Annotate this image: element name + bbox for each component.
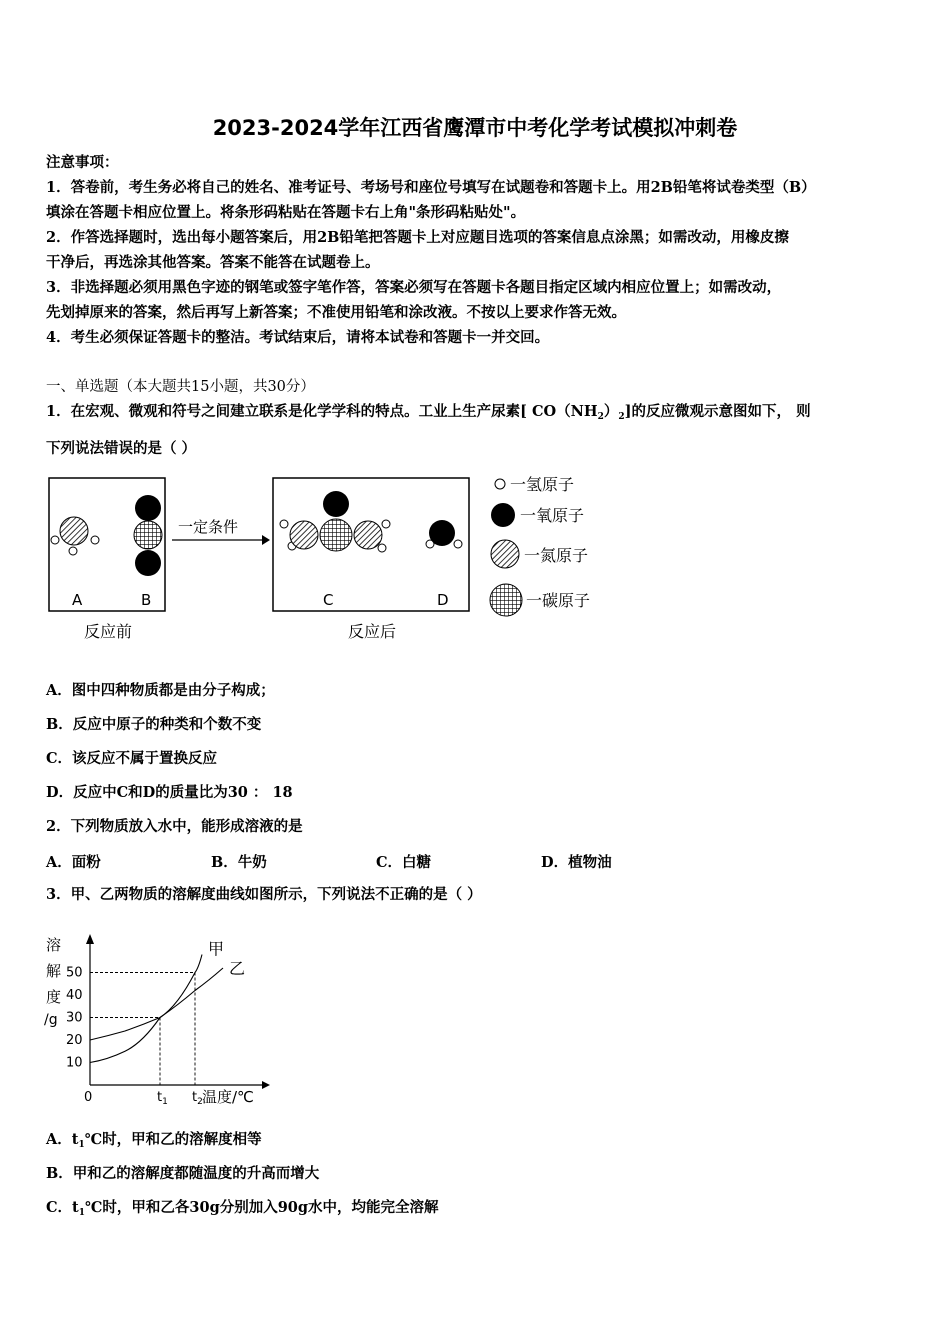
notice-line: 先划掉原来的答案，然后再写上新答案；不准使用铅笔和涂改液。不按以上要求作答无效。: [46, 304, 626, 321]
q2-option-a: A．面粉: [46, 854, 101, 871]
x-tick-t1: $t_1$: [157, 1090, 168, 1107]
legend-hydrogen: 一氢原子: [510, 475, 575, 494]
after-label: 反应后: [348, 622, 397, 641]
q2-option-b: B．牛奶: [211, 854, 267, 871]
y-label-char: 解: [46, 962, 62, 980]
y-tick-label: 30: [66, 1010, 83, 1026]
notice-line: 1．答卷前，考生务必将自己的姓名、准考证号、考场号和座位号填写在试题卷和答题卡上。用2B铅笔将试卷类型（B）: [46, 179, 816, 196]
y-label-char: 度: [46, 988, 62, 1006]
notice-line: 4．考生必须保证答题卡的整洁。考试结束后，请将本试卷和答题卡一并交回。: [46, 329, 550, 346]
arrow-head: [262, 535, 270, 545]
notice-line: 3．非选择题必须用黑色字迹的钢笔或签字笔作答，答案必须写在答题卡各题目指定区域内相应位置上；如需改动，: [46, 279, 782, 296]
y-label-char: /g: [44, 1012, 58, 1028]
label-b: B: [141, 591, 152, 609]
molecule-b: [134, 495, 162, 576]
q3-option-a: A．$t_1℃$时，甲和乙的溶解度相等: [46, 1131, 262, 1150]
q1-option-c: C．该反应不属于置换反应: [46, 750, 218, 767]
label-a: A: [72, 591, 83, 609]
molecule-c: [280, 491, 390, 552]
q2-option-d: D．植物油: [541, 854, 612, 871]
q3-stem: 3．甲、乙两物质的溶解度曲线如图所示，下列说法不正确的是（ ）: [46, 886, 482, 903]
y-label-char: 溶: [46, 936, 62, 954]
q1-stem-line2: 下列说法错误的是（ ）: [46, 440, 197, 457]
q1-option-b: B．反应中原子的种类和个数不变: [46, 716, 262, 733]
series-curve-jia: [90, 955, 202, 1063]
y-tick-label: 10: [66, 1055, 83, 1071]
notice-heading: 注意事项：: [46, 154, 119, 171]
legend-carbon: 一碳原子: [526, 591, 591, 610]
legend-nitrogen: 一氮原子: [524, 546, 589, 565]
legend: [490, 475, 590, 616]
q1-option-a: A．图中四种物质都是由分子构成；: [46, 682, 275, 699]
x-axis-label: 温度/℃: [202, 1088, 254, 1106]
label-c: C: [323, 591, 334, 609]
section-title: 一、单选题（本大题共15小题，共30分）: [46, 379, 315, 395]
series-label: 甲: [208, 939, 225, 959]
molecule-d: [426, 520, 462, 548]
y-tick-label: 40: [66, 988, 83, 1003]
y-axis-arrow: [86, 934, 94, 944]
q2-option-c: C．白糖: [376, 854, 432, 871]
q2-stem: 2．下列物质放入水中，能形成溶液的是: [46, 818, 303, 835]
molecule-a: [51, 517, 99, 555]
x-tick-0: 0: [84, 1090, 93, 1105]
x-tick-t2: $t_2$: [192, 1090, 203, 1107]
before-label: 反应前: [84, 622, 133, 641]
notice-line: 2．作答选择题时，选出每小题答案后，用2B铅笔把答题卡上对应题目选项的答案信息点涂黑；如需改动，用橡皮擦: [46, 229, 789, 246]
series-label: 乙: [229, 959, 246, 978]
x-axis-arrow: [262, 1081, 270, 1089]
q1-option-d: D．反应中C和D的质量比为30 ： 18: [46, 784, 293, 801]
notice-line: 填涂在答题卡相应位置上。将条形码粘贴在答题卡右上角"条形码粘贴处"。: [46, 204, 526, 221]
q3-option-b: B．甲和乙的溶解度都随温度的升高而增大: [46, 1165, 320, 1182]
q1-stem: 1．在宏观、微观和符号之间建立联系是化学学科的特点。工业上生产尿素[ $CO(NH_2)_2$]的反应微观示意图如下， 则: [46, 403, 811, 422]
legend-oxygen: 一氧原子: [520, 506, 585, 525]
reaction-condition: 一定条件: [178, 518, 239, 536]
series-curve-yi: [90, 968, 223, 1040]
q3-option-c: C．$t_1℃$时，甲和乙各30g分别加入90g水中，均能完全溶解: [46, 1199, 439, 1218]
y-tick-label: 50: [66, 965, 83, 981]
label-d: D: [437, 591, 449, 609]
page-title: 2023-2024学年江西省鹰潭市中考化学考试模拟冲刺卷: [212, 116, 738, 140]
solubility-chart: [40, 920, 280, 1110]
y-tick-label: 20: [66, 1033, 83, 1048]
notice-line: 干净后，再选涂其他答案。答案不能答在试题卷上。: [46, 254, 380, 271]
reaction-diagram: [40, 468, 610, 648]
